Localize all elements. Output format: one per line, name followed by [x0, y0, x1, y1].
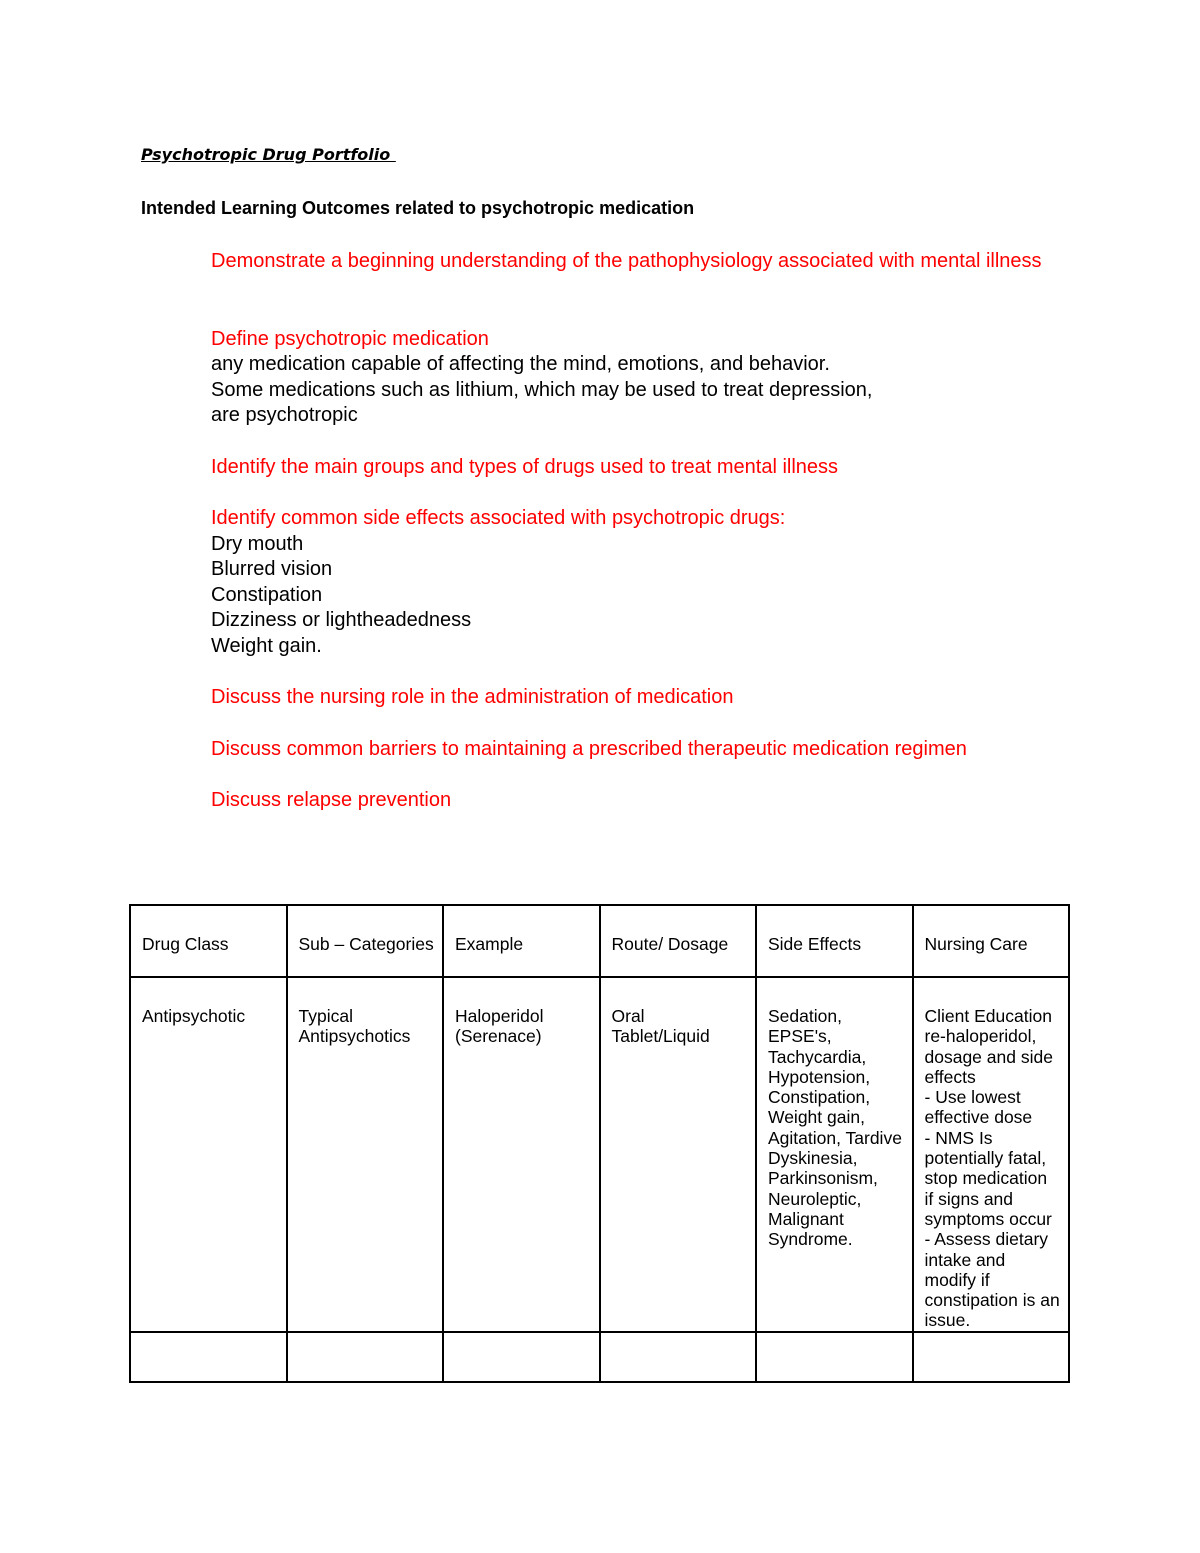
nursing-care-line: - NMS Is potentially fatal, stop medication if signs and symptoms occur	[924, 1127, 1052, 1229]
outcome-heading: Demonstrate a beginning understanding of the pathophysiology associated with mental illness	[211, 250, 1042, 272]
route-line: Oral	[611, 1006, 645, 1026]
outcome-item	[211, 685, 1071, 711]
side-effect-item: Blurred vision	[211, 558, 333, 580]
outcome-heading: Discuss relapse prevention	[211, 789, 452, 811]
empty-cell	[756, 1332, 913, 1382]
table-header-row	[130, 905, 1069, 977]
cell-drug-class: Antipsychotic	[130, 977, 287, 1332]
empty-cell	[287, 1332, 444, 1382]
side-effect-item: Dry mouth	[211, 532, 304, 555]
cell-side-effects: Sedation, EPSE's, Tachycardia, Hypotension, Constipation, Weight gain, Agitation, Tardive Dyskinesia, Parkinsonism, Neuroleptic, Malignant Syndrome.	[756, 977, 913, 1332]
header-drug-class: Drug Class	[130, 905, 287, 977]
cell-route-dosage	[600, 977, 757, 1332]
outcome-detail-line: any medication capable of affecting the mind, emotions, and behavior.	[211, 353, 830, 375]
document-subtitle: Intended Learning Outcomes related to psychotropic medication	[141, 198, 695, 218]
outcome-heading: Identify the main groups and types of drugs used to treat mental illness	[211, 455, 839, 478]
header-example: Example	[443, 905, 600, 977]
header-sub-categories: Sub – Categories	[287, 905, 444, 977]
drug-table	[129, 904, 1070, 1383]
nursing-care-line: Client Education re-haloperidol, dosage and side effects	[924, 1006, 1053, 1087]
empty-cell	[130, 1332, 287, 1382]
table-row-empty	[130, 1332, 1069, 1382]
document-title: Psychotropic Drug Portfolio	[141, 145, 396, 164]
table-row	[130, 977, 1069, 1332]
header-route-dosage: Route/ Dosage	[600, 905, 757, 977]
side-effect-item: Weight gain.	[211, 634, 322, 657]
outcome-heading: Identify common side effects associated with psychotropic drugs:	[211, 507, 786, 529]
dosage-form-line: Tablet/Liquid	[611, 1026, 710, 1047]
side-effect-item: Constipation	[211, 583, 323, 606]
nursing-care-line: - Use lowest effective dose	[924, 1087, 1033, 1128]
outcome-heading: Discuss common barriers to maintaining a prescribed therapeutic medication regimen	[211, 737, 967, 760]
outcome-item	[211, 249, 1071, 275]
outcome-heading: Discuss the nursing role in the administration of medication	[211, 686, 734, 708]
outcome-item	[211, 506, 1071, 659]
outcome-item	[211, 327, 1071, 429]
cell-sub-category: Typical Antipsychotics	[287, 977, 444, 1332]
outcome-item	[211, 737, 1071, 763]
empty-cell	[443, 1332, 600, 1382]
outcome-detail-line: are psychotropic	[211, 404, 358, 426]
header-side-effects: Side Effects	[756, 905, 913, 977]
empty-cell	[913, 1332, 1070, 1382]
outcome-detail-line: Some medications such as lithium, which may be used to treat depression,	[211, 378, 873, 401]
cell-example: Haloperidol (Serenace)	[443, 977, 600, 1332]
nursing-care-line: - Assess dietary intake and modify if constipation is an issue.	[924, 1229, 1060, 1331]
side-effect-item: Dizziness or lightheadedness	[211, 609, 472, 631]
outcome-heading: Define psychotropic medication	[211, 327, 489, 350]
empty-cell	[600, 1332, 757, 1382]
outcome-item	[211, 455, 1071, 481]
outcome-item	[211, 788, 1071, 814]
header-nursing-care: Nursing Care	[913, 905, 1070, 977]
learning-outcomes-list	[211, 249, 1071, 840]
cell-nursing-care	[913, 977, 1070, 1332]
